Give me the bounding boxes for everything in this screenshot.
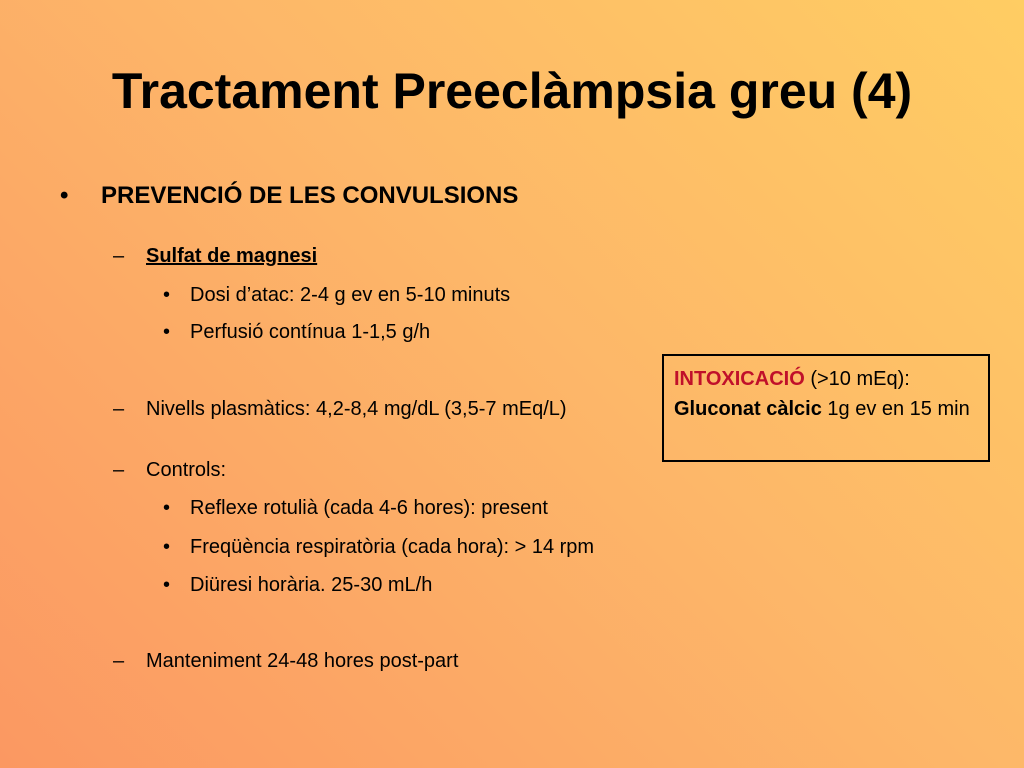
dash-marker: – bbox=[113, 398, 125, 420]
magnesium-label: Sulfat de magnesi bbox=[146, 245, 318, 267]
dash-marker: – bbox=[113, 459, 125, 481]
section-bullet: • bbox=[60, 182, 69, 209]
respiratory-rate-text: Freqüència respiratòria (cada hora): > 14 rpm bbox=[190, 536, 595, 558]
intoxication-callout bbox=[662, 354, 990, 462]
dash-marker: – bbox=[113, 650, 125, 672]
reflex-text: Reflexe rotulià (cada 4-6 hores): present bbox=[190, 497, 548, 519]
infusion-text: Perfusió contínua 1-1,5 g/h bbox=[190, 321, 431, 343]
controls-label: Controls: bbox=[146, 459, 227, 481]
dot-marker: • bbox=[163, 536, 171, 558]
intoxication-label: INTOXICACIÓ bbox=[674, 368, 805, 390]
antidote-dose-text: 1g ev en 15 min bbox=[821, 398, 970, 420]
loading-dose-text: Dosi d’atac: 2-4 g ev en 5-10 minuts bbox=[190, 284, 511, 306]
dot-marker: • bbox=[163, 284, 171, 306]
threshold-text: (>10 mEq): bbox=[804, 368, 910, 390]
slide-title: Tractament Preeclàmpsia greu (4) bbox=[111, 63, 913, 119]
dash-marker: – bbox=[113, 245, 125, 267]
dot-marker: • bbox=[163, 497, 171, 519]
section-heading: PREVENCIÓ DE LES CONVULSIONS bbox=[101, 182, 519, 209]
plasma-levels-text: Nivells plasmàtics: 4,2-8,4 mg/dL (3,5-7 mEq/L) bbox=[146, 398, 567, 420]
dot-marker: • bbox=[163, 574, 171, 596]
dot-marker: • bbox=[163, 321, 171, 343]
diuresis-text: Diüresi horària. 25-30 mL/h bbox=[190, 574, 433, 596]
maintenance-text: Manteniment 24-48 hores post-part bbox=[146, 650, 459, 672]
antidote-label: Gluconat càlcic bbox=[674, 398, 822, 420]
